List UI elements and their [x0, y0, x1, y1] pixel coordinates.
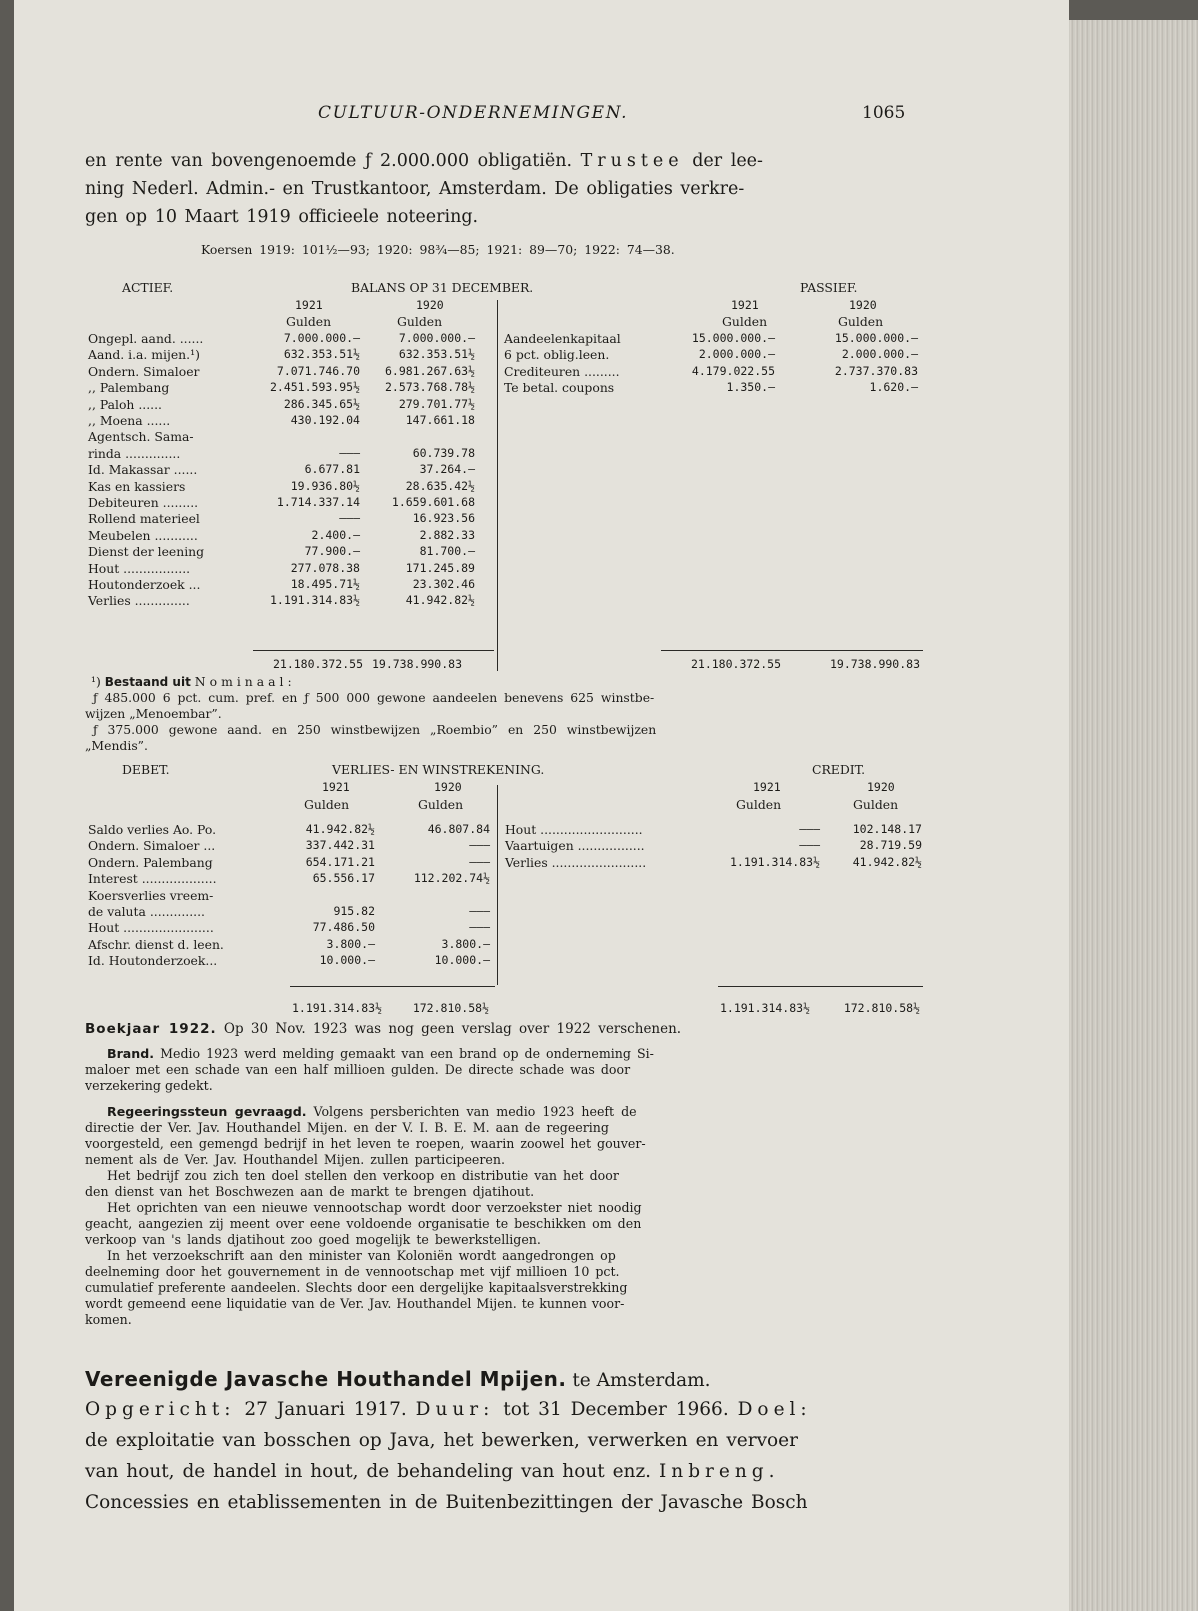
brand-line-2: maloer met een schade van een half millioen gulden. De directe schade was door [85, 1062, 631, 1077]
actief-row-label: ,, Moena ...... [88, 413, 171, 428]
actief-row-1921: 7.071.746.70 [276, 363, 360, 378]
actief-row-1921: 7.000.000.— [283, 331, 360, 345]
reg-line-3: voorgesteld, een gemengd bedrijf in het leven te roepen, waarin zoowel het gouver- [85, 1136, 646, 1151]
debet-total-1920: 172.810.58½ [412, 1001, 489, 1015]
credit-row-1921: 1.191.314.83½ [729, 854, 820, 869]
passief-total-1921: 21.180.372.55 [690, 657, 781, 671]
company-name: Vereenigde Javasche Houthandel Mpijen. [85, 1367, 567, 1391]
debet-row-label: Ondern. Palembang [88, 854, 213, 870]
reg-line-7: Het oprichten van een nieuwe vennootschap wordt door verzoekster niet noodig [107, 1200, 642, 1215]
debet-row-1921: 915.82 [333, 904, 375, 918]
debet-row-1921: 3.800.— [326, 936, 375, 951]
company-heading [85, 1367, 711, 1391]
credit-row-label: Hout .......................... [505, 822, 643, 837]
company-line-1 [85, 1399, 812, 1420]
debet-row-1921: 10.000.— [319, 953, 375, 968]
balans-actief-unit-1920: Gulden [397, 314, 443, 329]
actief-row-1920: 1.659.601.68 [391, 495, 475, 509]
book-page-edges [1069, 20, 1198, 1611]
debet-total-rule [290, 986, 495, 987]
reg-line-8: geacht, aangezien zij meent over eene voldoende organisatie te beschikken om den [85, 1216, 642, 1231]
brand-text-1: Medio 1923 werd melding gemaakt van een brand op de onderneming Si- [160, 1046, 654, 1061]
actief-row-1921: ——— [339, 511, 360, 526]
passief-title: PASSIEF. [800, 280, 858, 295]
debet-row-1920: 3.800.— [441, 936, 490, 951]
boekjaar-line [85, 1022, 681, 1037]
debet-row-1920: ——— [469, 838, 490, 853]
credit-title: CREDIT. [812, 762, 866, 777]
credit-row-label: Vaartuigen ................. [505, 838, 645, 854]
credit-row-label: Verlies ........................ [505, 854, 647, 870]
passief-row-label: 6 pct. oblig.leen. [504, 347, 610, 363]
passief-total-rule [661, 650, 923, 651]
credit-row-1920: 102.148.17 [852, 822, 922, 836]
reg-line-13: wordt gemeend eene liquidatie van de Ver. Jav. Houthandel Mijen. te kunnen voor- [85, 1296, 625, 1311]
debet-total-1921: 1.191.314.83½ [291, 1001, 382, 1015]
debet-row-label: Koersverlies vreem- [88, 887, 214, 903]
actief-row-label: Rollend materieel [88, 511, 200, 527]
opgericht-label: Opgericht: [85, 1399, 236, 1420]
reg-line-10: In het verzoekschrift aan den minister van Koloniën wordt aangedrongen op [107, 1248, 616, 1263]
company-line-3a: van hout, de handel in hout, de behandeling van hout enz. [85, 1461, 652, 1482]
opgericht-value: 27 Januari 1917. [244, 1399, 407, 1420]
actief-row-1921: 2.451.593.95½ [269, 380, 360, 395]
actief-row-label: Agentsch. Sama- [88, 429, 194, 445]
actief-row-label: Debiteuren ......... [88, 495, 199, 510]
debet-row-1920: ——— [469, 854, 490, 869]
company-line-3 [85, 1461, 779, 1482]
reg-line-11: deelneming door het gouvernement in de vennootschap met vijf millioen 10 pct. [85, 1264, 620, 1279]
actief-row-1920: 41.942.82½ [405, 593, 475, 608]
balans-passief-unit-1921: Gulden [722, 314, 768, 329]
passief-row-1921: 15.000.000.— [691, 331, 775, 345]
actief-row-label: Hout ................. [88, 560, 191, 576]
actief-row-1921: 1.191.314.83½ [269, 593, 360, 608]
balans-actief-col-1921: 1921 [295, 298, 323, 312]
passief-row-1921: 1.350.— [726, 380, 775, 395]
intro-line-1 [85, 151, 763, 171]
reg-line-5: Het bedrijf zou zich ten doel stellen den verkoop en distributie van het door [107, 1168, 619, 1183]
actief-row-label: ,, Paloh ...... [88, 396, 162, 412]
passief-total-1920: 19.738.990.83 [829, 657, 920, 671]
balans-actief-col-1920: 1920 [416, 298, 444, 312]
balans-passief-unit-1920: Gulden [838, 314, 884, 329]
passief-row-1921: 4.179.022.55 [691, 363, 775, 378]
reg-text-1: Volgens persberichten van medio 1923 heeft de [313, 1104, 637, 1119]
actief-row-label: Verlies .............. [88, 593, 190, 609]
brand-line-3: verzekering gedekt. [85, 1078, 213, 1093]
passief-row-1920: 2.737.370.83 [834, 363, 918, 378]
passief-row-label: Crediteuren ......... [504, 363, 620, 379]
debet-row-label: Afschr. dienst d. leen. [88, 936, 224, 952]
credit-total-1920: 172.810.58½ [843, 1001, 920, 1015]
actief-row-1921: 18.495.71½ [290, 577, 360, 591]
balans-passief-col-1921: 1921 [731, 298, 759, 312]
wv-credit-unit-1920: Gulden [853, 797, 899, 812]
wv-debet-col-1920: 1920 [434, 780, 462, 794]
debet-row-label: de valuta .............. [88, 904, 205, 919]
actief-row-1921: 1.714.337.14 [276, 495, 360, 509]
company-line-4: Concessies en etablissementen in de Buitenbezittingen der Javasche Bosch [85, 1492, 808, 1513]
actief-row-label: Houtonderzoek ... [88, 577, 201, 592]
credit-row-1920: 41.942.82½ [852, 854, 922, 869]
actief-total-1920: 19.738.990.83 [371, 657, 462, 671]
koersen-line: Koersen 1919: 101½—93; 1920: 98¾—85; 1921: 89—70; 1922: 74—38. [201, 242, 675, 257]
debet-row-1921: 337.442.31 [305, 838, 375, 853]
footnote-line-1: ƒ 485.000 6 pct. cum. pref. en ƒ 500 000 gewone aandeelen benevens 625 winstbe- [93, 690, 655, 705]
footnote-line-3: ƒ 375.000 gewone aand. en 250 winstbewijzen „Roembio” en 250 winstbewijzen [93, 722, 657, 737]
footnote-title [91, 674, 296, 689]
company-city: te Amsterdam. [572, 1370, 711, 1391]
wv-credit-col-1921: 1921 [753, 780, 781, 794]
footnote-line-2: wijzen „Menoembar”. [85, 706, 222, 721]
running-header-title: CULTUUR-ONDERNEMINGEN. [318, 103, 629, 123]
actief-row-1921: 286.345.65½ [283, 396, 360, 411]
actief-row-label: Ongepl. aand. ...... [88, 331, 204, 346]
intro-line-1c: der lee- [692, 151, 763, 171]
actief-row-1920: 279.701.77½ [398, 396, 475, 411]
brand-line-1 [85, 1046, 654, 1061]
actief-row-1920: 60.739.78 [412, 445, 475, 460]
wv-credit-unit-1921: Gulden [736, 797, 782, 812]
actief-title: ACTIEF. [122, 280, 174, 295]
intro-line-2: ning Nederl. Admin.- en Trustkantoor, Amsterdam. De obligaties verkre- [85, 179, 745, 199]
actief-total-rule [253, 650, 494, 651]
footnote-line-4: „Mendis”. [85, 738, 148, 753]
debet-row-label: Saldo verlies Ao. Po. [88, 822, 217, 837]
regeeringssteun-head: Regeeringssteun gevraagd. [107, 1104, 307, 1119]
actief-row-1920: 147.661.18 [405, 413, 475, 427]
credit-total-rule [718, 986, 923, 987]
actief-row-1921: 77.900.— [304, 544, 360, 559]
debet-row-label: Interest ................... [88, 871, 217, 887]
actief-row-1920: 6.981.267.63½ [384, 363, 475, 378]
doel-label: Doel: [737, 1399, 812, 1420]
actief-row-label: Ondern. Simaloer [88, 363, 200, 379]
debet-row-1920: ——— [469, 904, 490, 918]
wv-credit-col-1920: 1920 [867, 780, 895, 794]
reg-line-4: nement als de Ver. Jav. Houthandel Mijen. zullen participeeren. [85, 1152, 505, 1167]
actief-row-1921: 2.400.— [311, 527, 360, 542]
actief-row-1920: 632.353.51½ [398, 347, 475, 362]
debet-row-1920: 10.000.— [434, 953, 490, 968]
debet-row-1921: 41.942.82½ [305, 822, 375, 836]
actief-row-label: ,, Palembang [88, 380, 170, 396]
footnote-marker: ¹) [91, 674, 101, 689]
passief-row-1920: 1.620.— [869, 380, 918, 395]
actief-row-label: Aand. i.a. mijen.¹) [88, 347, 200, 363]
wv-debet-unit-1920: Gulden [418, 797, 464, 812]
debet-row-1920: 46.807.84 [427, 822, 490, 836]
reg-line-9: verkoop van 's lands djatihout zoo goed mogelijk te bewerkstelligen. [85, 1232, 541, 1247]
debet-row-1920: ——— [469, 920, 490, 935]
actief-row-1920: 16.923.56 [412, 511, 475, 526]
duur-label: Duur: [415, 1399, 495, 1420]
passief-row-label: Aandeelenkapitaal [504, 331, 621, 346]
debet-row-label: Ondern. Simaloer ... [88, 838, 216, 854]
actief-row-label: Meubelen ........... [88, 527, 198, 543]
balans-actief-unit-1921: Gulden [286, 314, 332, 329]
intro-line-1a: en rente van bovengenoemde ƒ 2.000.000 obligatiën. [85, 151, 573, 171]
balans-passief-col-1920: 1920 [849, 298, 877, 312]
footnote-title-a: Bestaand uit [104, 675, 191, 689]
credit-row-1921: ——— [799, 822, 820, 836]
actief-row-1921: 430.192.04 [290, 413, 360, 427]
wv-debet-unit-1921: Gulden [304, 797, 350, 812]
balans-title: BALANS OP 31 DECEMBER. [351, 280, 534, 295]
balans-divider [497, 300, 498, 671]
actief-row-1921: 19.936.80½ [290, 478, 360, 493]
actief-row-1920: 28.635.42½ [405, 478, 475, 493]
footnote-title-b: Nominaal: [194, 674, 296, 689]
wv-debet-col-1921: 1921 [322, 780, 350, 794]
debet-row-label: Id. Houtonderzoek... [88, 953, 218, 969]
duur-value: tot 31 December 1966. [503, 1399, 729, 1420]
actief-row-1920: 171.245.89 [405, 560, 475, 575]
debet-row-1921: 654.171.21 [305, 854, 375, 869]
reg-line-1 [85, 1104, 637, 1119]
debet-row-1921: 65.556.17 [312, 871, 375, 886]
intro-line-3: gen op 10 Maart 1919 officieele noteering. [85, 207, 479, 227]
passief-row-label: Te betal. coupons [504, 380, 615, 396]
actief-row-1920: 23.302.46 [412, 577, 475, 591]
passief-row-1921: 2.000.000.— [698, 347, 775, 362]
debet-row-1920: 112.202.74½ [413, 871, 490, 886]
actief-row-1920: 81.700.— [419, 544, 475, 559]
passief-row-1920: 2.000.000.— [841, 347, 918, 362]
actief-row-label: Kas en kassiers [88, 478, 186, 494]
actief-row-1921: 6.677.81 [304, 462, 360, 477]
actief-row-1921: 632.353.51½ [283, 347, 360, 362]
debet-title: DEBET. [122, 762, 170, 777]
inbreng-label: Inbreng. [658, 1461, 780, 1482]
debet-row-label: Hout ....................... [88, 920, 214, 936]
debet-row-1921: 77.486.50 [312, 920, 375, 935]
brand-head: Brand. [107, 1046, 155, 1061]
actief-row-1920: 7.000.000.— [398, 331, 475, 345]
actief-row-1921: ——— [339, 445, 360, 460]
wv-title: VERLIES- EN WINSTREKENING. [332, 762, 545, 777]
actief-row-1920: 2.573.768.78½ [384, 380, 475, 395]
actief-row-label: Dienst der leening [88, 544, 205, 560]
reg-line-2: directie der Ver. Jav. Houthandel Mijen. en der V. I. B. E. M. aan de regeering [85, 1120, 609, 1135]
credit-row-1921: ——— [799, 838, 820, 853]
actief-row-1920: 2.882.33 [419, 527, 475, 542]
passief-row-1920: 15.000.000.— [834, 331, 918, 345]
actief-row-1920: 37.264.— [419, 462, 475, 477]
actief-row-label: Id. Makassar ...... [88, 462, 198, 478]
boekjaar-head: Boekjaar 1922. [85, 1021, 217, 1037]
reg-line-12: cumulatief preferente aandeelen. Slechts door een dergelijke kapitaalsverstrekking [85, 1280, 628, 1295]
boekjaar-text: Op 30 Nov. 1923 was nog geen verslag over 1922 verschenen. [223, 1021, 682, 1037]
actief-row-1921: 277.078.38 [290, 560, 360, 575]
reg-line-6: den dienst van het Boschwezen aan de markt te brengen djatihout. [85, 1184, 535, 1199]
actief-row-label: rinda .............. [88, 445, 181, 461]
wv-divider [497, 785, 498, 985]
credit-total-1921: 1.191.314.83½ [719, 1001, 810, 1015]
actief-total-1921: 21.180.372.55 [272, 657, 363, 671]
trustee-label: Trustee [580, 151, 684, 171]
company-line-2: de exploitatie van bosschen op Java, het bewerken, verwerken en vervoer [85, 1430, 798, 1451]
credit-row-1920: 28.719.59 [859, 838, 922, 853]
page-number: 1065 [862, 103, 906, 123]
reg-line-14: komen. [85, 1312, 132, 1327]
